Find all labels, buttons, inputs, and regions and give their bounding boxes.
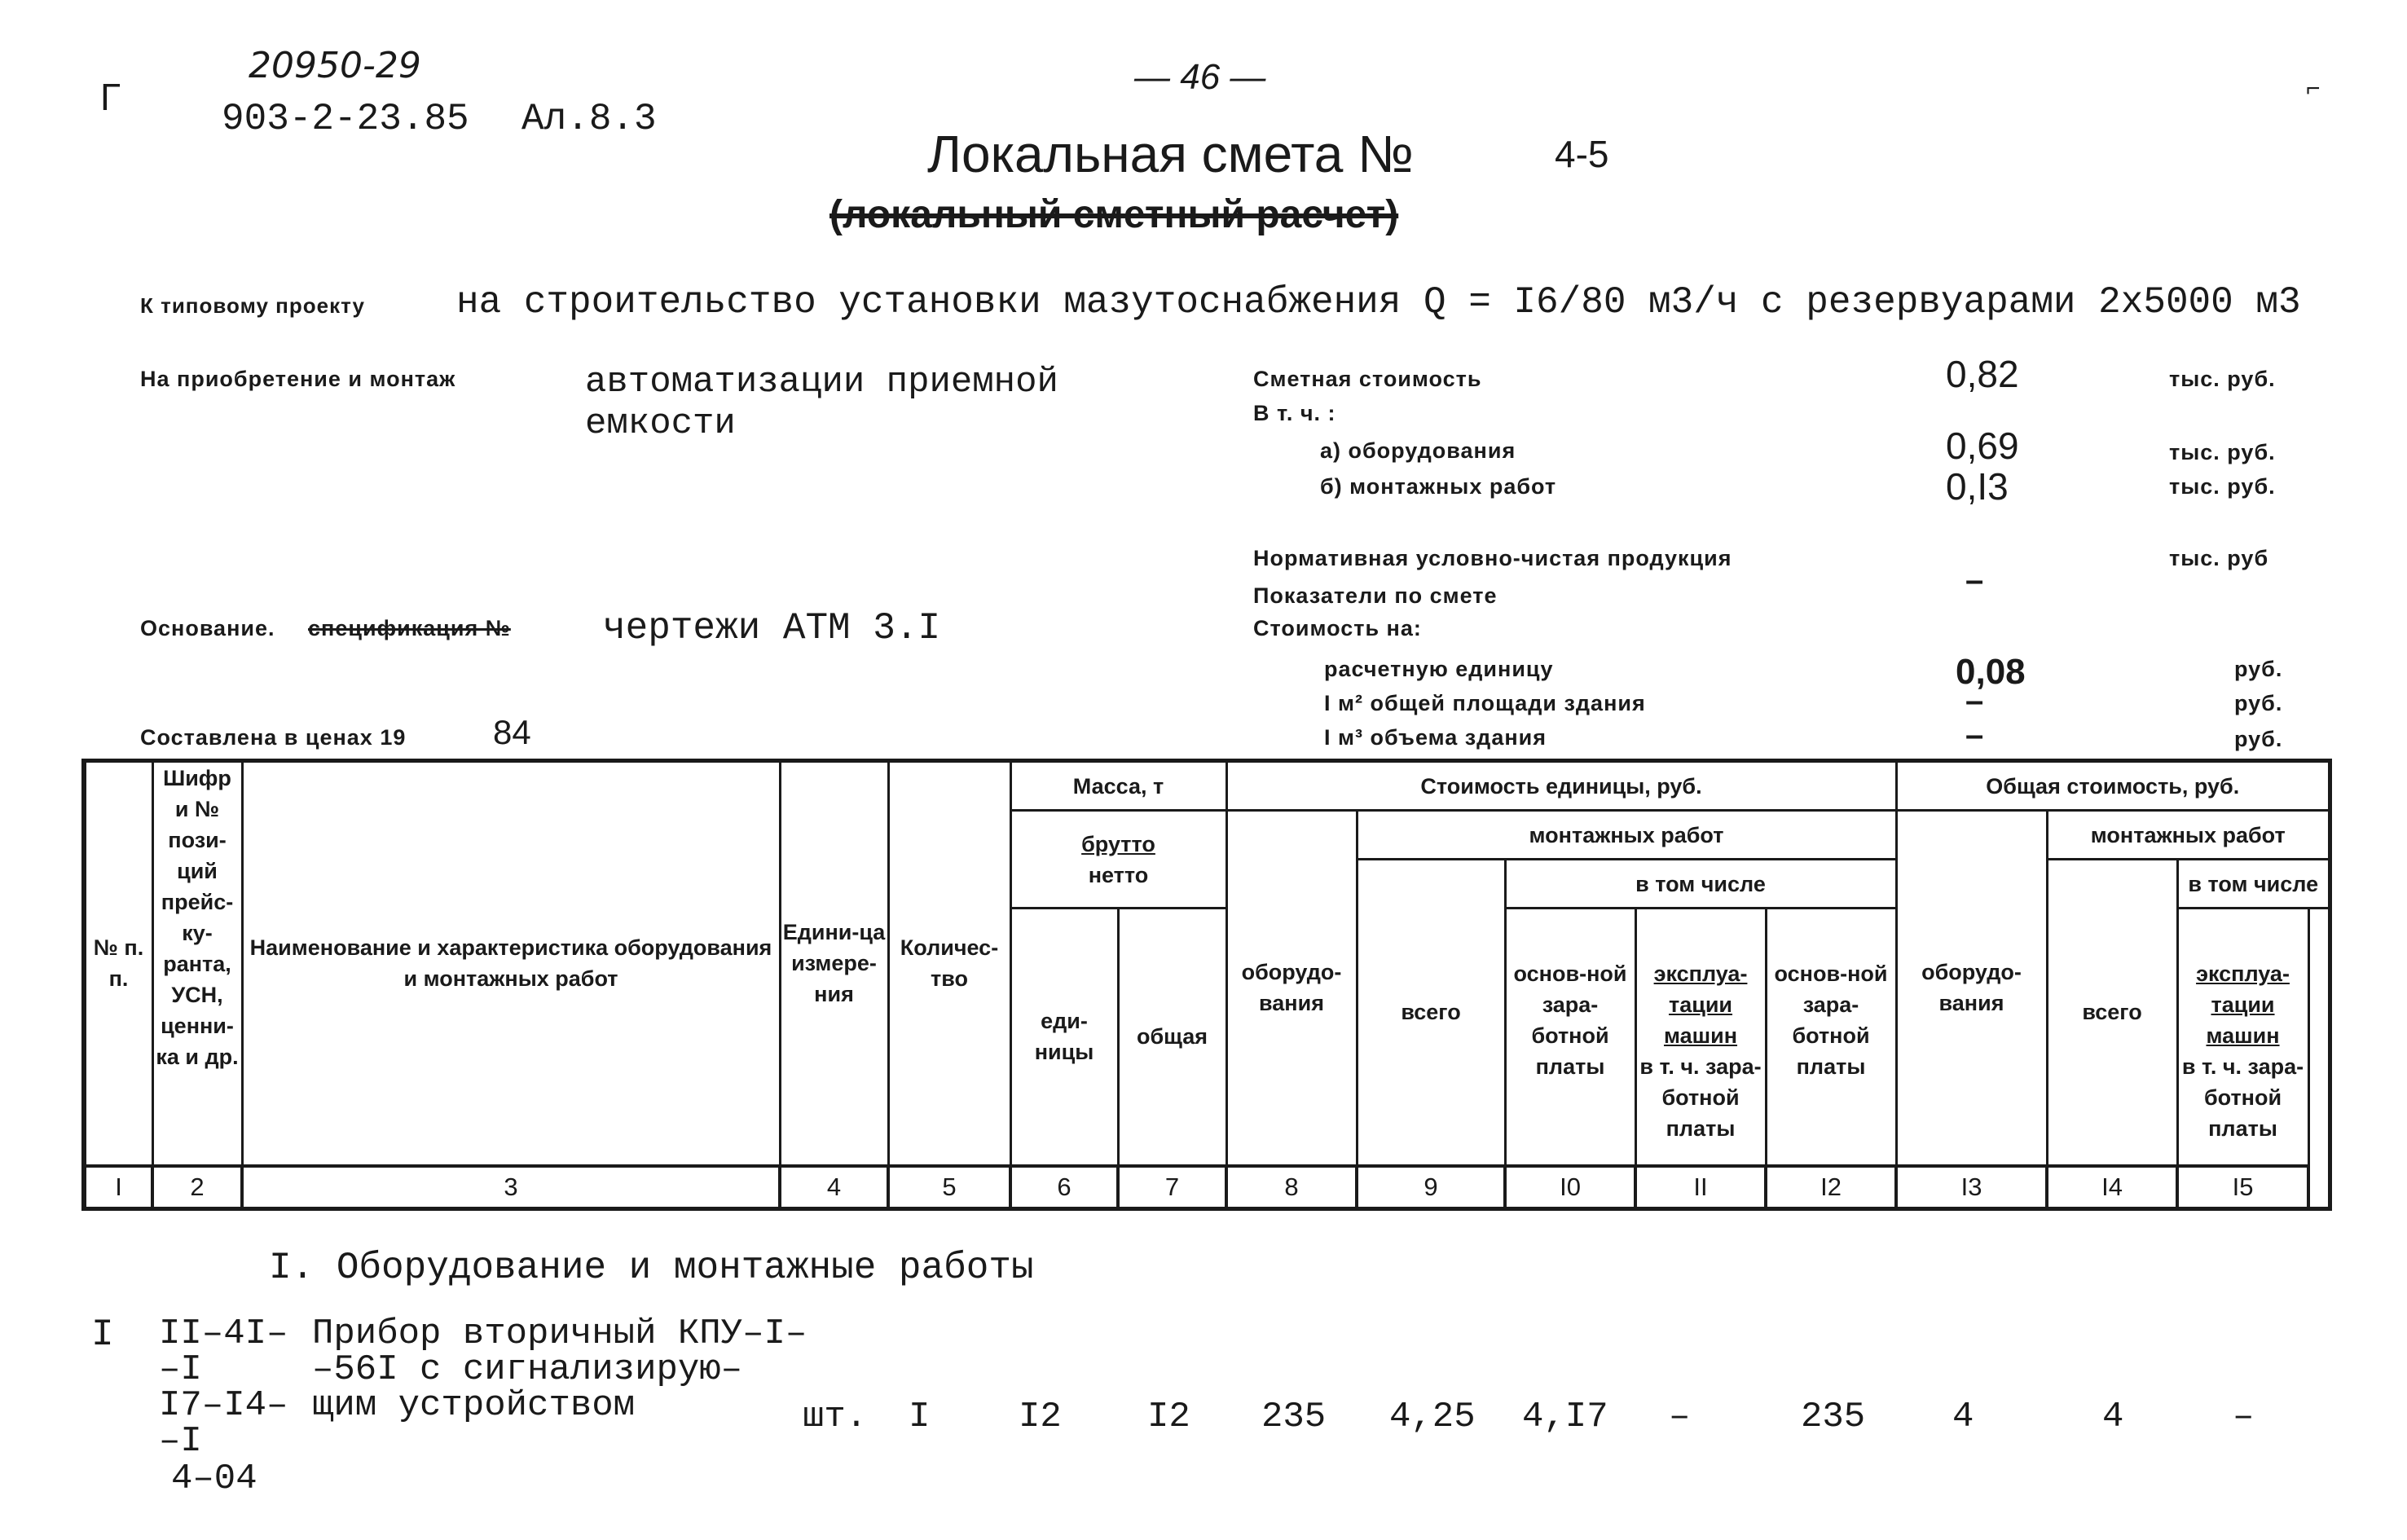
area-unit: руб.: [2234, 691, 2283, 715]
unit-calc-value: 0,08: [1956, 652, 2026, 692]
install-value: 0,I3: [1946, 465, 2009, 508]
col-name: Наименование и характеристика оборудования и монтажных работ: [242, 762, 780, 1166]
section-title: I. Оборудование и монтажные работы: [269, 1247, 1034, 1289]
row-total-equip: 235: [1801, 1397, 1866, 1437]
col-mass-total: общая: [1118, 909, 1226, 1166]
row-total-base: 4: [2102, 1397, 2124, 1437]
row-name-line1: Прибор вторичный КПУ–I–: [312, 1313, 807, 1354]
normative-label: Нормативная условно-чистая продукция: [1253, 546, 1732, 570]
volume-label: I м³ объема здания: [1324, 725, 1547, 750]
estimate-number: 4-5: [1555, 133, 1609, 175]
prices-label: Составлена в ценах 19: [140, 725, 407, 750]
col-num-13: I3: [1896, 1166, 2047, 1208]
col-total-cost: Общая стоимость, руб.: [1896, 762, 2329, 811]
row-mass-total: I2: [1147, 1397, 1190, 1437]
basis-struck: спецификация №: [308, 616, 511, 640]
col-unit-cost: Стоимость единицы, руб.: [1226, 762, 1896, 811]
row-base-pay: 4,I7: [1522, 1397, 1608, 1437]
area-label: I м² общей площади здания: [1324, 691, 1646, 715]
install-label: б) монтажных работ: [1320, 474, 1557, 499]
machines-sub-label: в т. ч. зара-ботной платы: [1639, 1054, 1762, 1141]
row-name-line2: –56I с сигнализирую–: [312, 1349, 743, 1390]
row-code-line3: I7–I4–: [159, 1385, 288, 1426]
col-total-install-incl: в том числе: [2177, 860, 2329, 909]
purchase-label: На приобретение и монтаж: [140, 367, 456, 391]
volume-unit: руб.: [2234, 727, 2283, 751]
row-unit: шт.: [803, 1397, 868, 1437]
total-machines-label: эксплуа-тации машин: [2196, 961, 2290, 1048]
volume-value: –: [1965, 717, 1984, 753]
col-mass-unit: еди-ницы: [1010, 909, 1118, 1166]
col-code: Шифр и № пози-ций прейс-ку-ранта, УСН, ценни-ка и др.: [152, 762, 242, 1166]
basis-label: Основание.: [140, 616, 275, 640]
album-code: Ал.8.3: [521, 98, 657, 140]
col-num-15: I5: [2177, 1166, 2308, 1208]
page-number: — 46 —: [1134, 57, 1266, 97]
col-num-7: 7: [1118, 1166, 1226, 1208]
cost-incl: В т. ч. :: [1253, 401, 1336, 425]
project-text: на строительство установки мазутоснабжения Q = I6/80 м3/ч с резервуарами 2х5000 м3: [456, 281, 2301, 323]
unit-calc-label: расчетную единицу: [1324, 657, 1554, 681]
col-num-3: 3: [242, 1166, 780, 1208]
purchase-line1: автоматизации приемной: [585, 362, 1058, 403]
brutto-label: брутто: [1081, 831, 1155, 856]
col-num-2: 2: [152, 1166, 242, 1208]
normative-value: –: [1965, 562, 1984, 598]
netto-label: нетто: [1088, 862, 1149, 887]
col-num-8: 8: [1226, 1166, 1357, 1208]
install-unit: тыс. руб.: [2169, 474, 2276, 499]
row-code-line2: –I: [159, 1349, 202, 1390]
row-code-line5: 4–04: [171, 1459, 257, 1499]
col-install-all: всего: [1357, 860, 1505, 1166]
cost-unit: тыс. руб.: [2169, 367, 2276, 391]
col-quantity: Количес-тво: [888, 762, 1010, 1166]
machines-label: эксплуа-тации машин: [1653, 961, 1748, 1048]
project-label: К типовому проекту: [140, 293, 365, 318]
corner-mark: Г: [100, 76, 121, 118]
row-number: I: [91, 1313, 114, 1356]
cost-value: 0,82: [1946, 353, 2019, 395]
row-install-all: 4,25: [1389, 1397, 1476, 1437]
col-total-base-pay: основ-ной зара-ботной платы: [1766, 909, 1896, 1166]
row-machines: –: [1669, 1397, 1691, 1437]
purchase-line2: емкости: [585, 403, 736, 444]
col-num-10: I0: [1505, 1166, 1635, 1208]
col-num-6: 6: [1010, 1166, 1118, 1208]
normative-unit: тыс. руб: [2169, 546, 2269, 570]
col-num-12: I2: [1766, 1166, 1896, 1208]
col-unit: Едини-ца измере-ния: [780, 762, 888, 1166]
unit-calc-unit: руб.: [2234, 657, 2283, 681]
indicators-label: Показатели по смете: [1253, 583, 1498, 608]
subtitle-struck: (локальный сметный расчет): [829, 193, 1399, 236]
equip-value: 0,69: [1946, 425, 2019, 467]
equip-label: а) оборудования: [1320, 438, 1516, 463]
equip-unit: тыс. руб.: [2169, 440, 2276, 464]
col-num-9: 9: [1357, 1166, 1505, 1208]
col-num-4: 4: [780, 1166, 888, 1208]
cost-label: Сметная стоимость: [1253, 367, 1482, 391]
cost-on-label: Стоимость на:: [1253, 616, 1422, 640]
row-code-line1: II–4I–: [159, 1313, 288, 1354]
doc-code: 903-2-23.85: [222, 98, 469, 140]
col-total-install-all: всего: [2047, 860, 2177, 1166]
col-machines: [1635, 909, 1766, 1166]
estimate-table-header: [83, 760, 2330, 1210]
col-num-14: I4: [2047, 1166, 2177, 1208]
corner-mark-right: ⌐: [2306, 75, 2321, 102]
col-install-incl: в том числе: [1505, 860, 1896, 909]
page-title: Локальная смета №: [927, 125, 1414, 183]
col-equip: оборудо-вания: [1226, 811, 1357, 1166]
col-total-equip: оборудо-вания: [1896, 811, 2047, 1166]
row-total-machines: –: [2233, 1397, 2255, 1437]
handwritten-number: 20950-29: [249, 45, 421, 86]
col-brutto-netto: [1010, 811, 1226, 909]
prices-year: 84: [493, 713, 531, 751]
row-name-line3: щим устройством: [312, 1385, 636, 1426]
row-code-line4: –I: [159, 1421, 202, 1462]
row-mass-unit: I2: [1019, 1397, 1062, 1437]
col-total-install: монтажных работ: [2047, 811, 2329, 860]
col-number: № п. п.: [85, 762, 152, 1166]
col-base-pay: основ-ной зара-ботной платы: [1505, 909, 1635, 1166]
col-num-11: II: [1635, 1166, 1766, 1208]
row-quantity: I: [909, 1397, 931, 1437]
col-num-5: 5: [888, 1166, 1010, 1208]
row-total-all: 4: [1952, 1397, 1974, 1437]
col-mass: Масса, т: [1010, 762, 1226, 811]
area-value: –: [1965, 683, 1984, 719]
basis-value: чертежи АТМ 3.I: [603, 607, 941, 649]
total-machines-sub-label: в т. ч. зара-ботной платы: [2181, 1054, 2304, 1141]
col-install: монтажных работ: [1357, 811, 1896, 860]
col-num-1: I: [85, 1166, 152, 1208]
row-equip-cost: 235: [1261, 1397, 1327, 1437]
col-total-machines: [2177, 909, 2308, 1166]
